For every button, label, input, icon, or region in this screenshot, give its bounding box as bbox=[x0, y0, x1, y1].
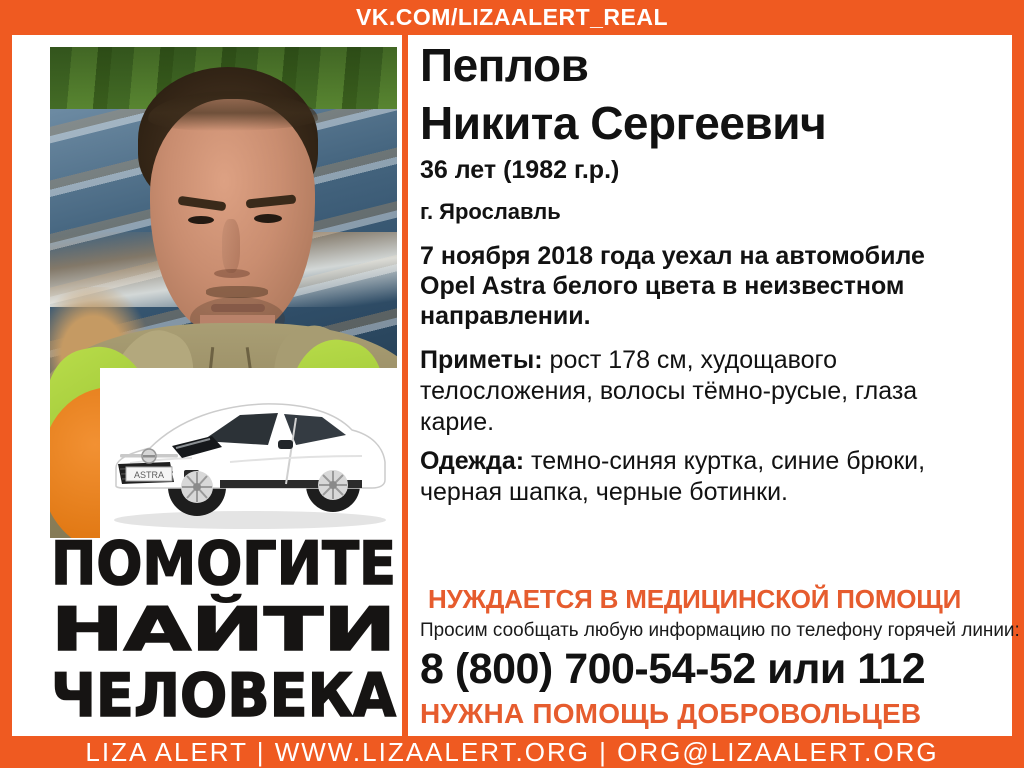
volunteers-needed-alert: НУЖНА ПОМОЩЬ ДОБРОВОЛЬЦЕВ bbox=[420, 698, 922, 729]
car-photo-inset bbox=[100, 368, 397, 538]
alerts-block bbox=[420, 584, 1020, 730]
organization-contacts: LIZA ALERT | WWW.LIZAALERT.ORG | ORG@LIZAALERT.ORG bbox=[85, 736, 939, 767]
signs-text: рост 178 см, худощавого телосложения, волосы тёмно-русые, глаза карие. bbox=[420, 346, 918, 436]
person-signs bbox=[420, 345, 965, 438]
help-line-2: НАЙТИ bbox=[51, 595, 290, 665]
bottom-banner bbox=[0, 736, 1024, 768]
disappearance-circumstances: 7 ноября 2018 года уехал на автомобиле Opel Astra белого цвета в неизвестном направлении. bbox=[420, 242, 925, 330]
photo-man-eye bbox=[188, 216, 214, 224]
hotline-note: Просим сообщать любую информацию по телефону горячей линии: bbox=[420, 619, 1020, 641]
person-name bbox=[420, 36, 997, 152]
photo-man-eye bbox=[254, 214, 282, 223]
person-last-name: Пеплов bbox=[420, 39, 589, 91]
car-illustration bbox=[100, 368, 397, 538]
vk-url-text: VK.COM/LIZAALERT_REAL bbox=[355, 4, 669, 30]
help-line-1: ПОМОГИТЕ bbox=[51, 529, 396, 599]
car-plate-text: ASTRA bbox=[133, 470, 165, 480]
column-divider bbox=[402, 35, 408, 736]
person-details-column bbox=[420, 36, 1020, 736]
photo-man-nose-shadow bbox=[214, 269, 250, 278]
photo-man-nose bbox=[222, 219, 240, 273]
person-city: г. Ярославль bbox=[420, 199, 561, 224]
help-find-person-headline bbox=[50, 526, 397, 724]
clothes-label: Одежда: bbox=[420, 447, 525, 475]
person-first-middle-name: Никита Сергеевич bbox=[420, 97, 827, 149]
medical-help-alert: НУЖДАЕТСЯ В МЕДИЦИНСКОЙ ПОМОЩИ bbox=[428, 584, 962, 614]
missing-person-photo bbox=[50, 47, 397, 538]
help-line-3: ЧЕЛОВЕКА bbox=[51, 661, 397, 724]
person-clothes bbox=[420, 446, 965, 508]
hotline-phone-number: 8 (800) 700-54-52 или 112 bbox=[420, 645, 926, 693]
clothes-text: темно-синяя куртка, синие брюки, черная шапка, черные ботинки. bbox=[420, 447, 926, 506]
top-banner bbox=[0, 0, 1024, 35]
person-age: 36 лет (1982 г.р.) bbox=[420, 156, 620, 184]
signs-label: Приметы: bbox=[420, 346, 543, 374]
